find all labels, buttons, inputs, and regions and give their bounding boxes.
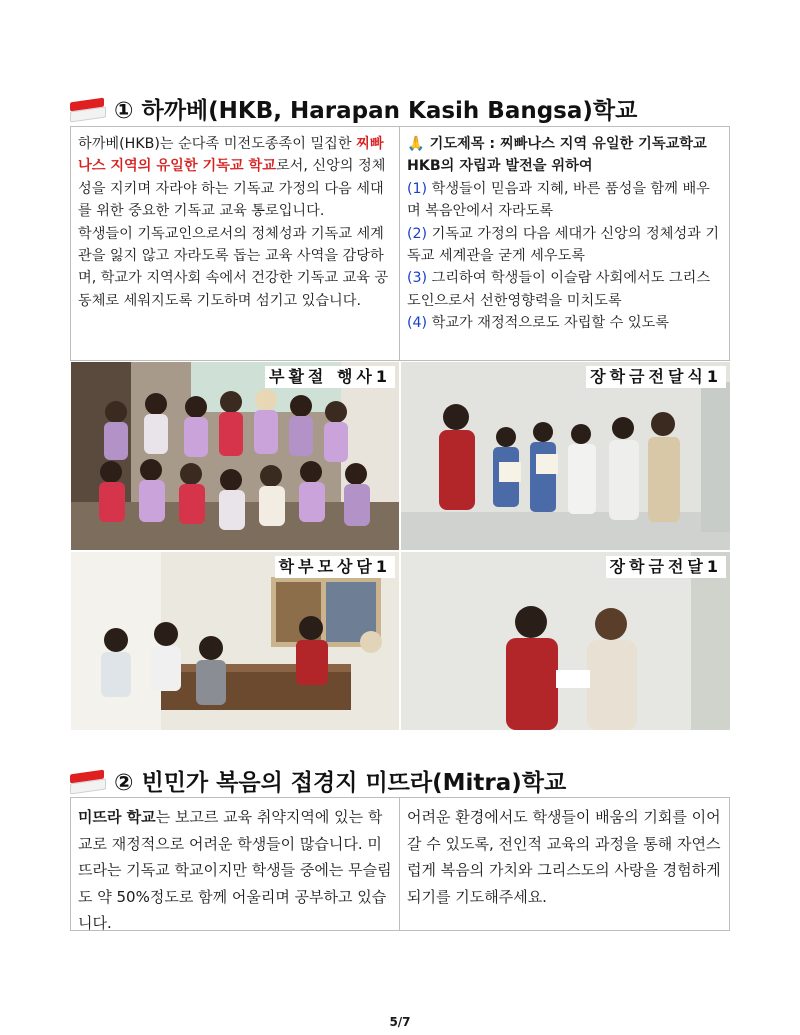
mitra-prayer: 어려운 환경에서도 학생들이 배움의 기회를 이어갈 수 있도록, 전인적 교육의 과정을 통해 자연스럽게 복음의 가치와 그리스도의 사랑을 경험하게 되기를 기도해주세요. [407, 808, 721, 906]
prayer-item: (2) 기독교 가정의 다음 세대가 신앙의 정체성과 기독교 세계관을 굳게 세우도록 [407, 225, 720, 265]
highlight-only-christian-school: 찌빠나스 지역의 유일한 기독교 학교 [78, 136, 384, 175]
section2-left-cell [71, 798, 399, 943]
section1-left-cell [71, 127, 399, 318]
page-number: 5/7 [389, 1015, 411, 1029]
photo-scholarship-ceremony [401, 362, 730, 550]
consultation-photo [71, 552, 399, 730]
section1-title: ① 하까베(HKB, Harapan Kasih Bangsa)학교 [114, 98, 638, 124]
prayer-item: (4) 학교가 재정적으로도 자립할 수 있도록 [407, 315, 669, 332]
section2-heading [70, 764, 566, 797]
section2-title: ② 빈민가 복음의 접경지 미뜨라(Mitra)학교 [114, 770, 567, 796]
section1-heading [70, 92, 637, 125]
section1-right-cell [400, 127, 730, 341]
prayer-item: (1) 학생들이 믿음과 지혜, 바른 품성을 함께 배우며 복음안에서 자라도록 [407, 180, 710, 220]
hkb-mission: 학생들이 기독교인으로서의 정체성과 기독교 세계관을 잃지 않고 자라도록 돕는 교육 사역을 감당하며, 학교가 지역사회 속에서 건강한 기독교 교육 공동체로 세워지도록 기도하며 섬기고 있습니다. [78, 225, 389, 309]
hkb-description: 하까베(HKB)는 순다족 미전도종족이 밀집한 찌빠나스 지역의 유일한 기독교 학교로서, 신앙의 정체성을 지키며 자라야 하는 기독교 가정의 다음 세대를 위한 중요한 기독교 교육 통로입니다. [78, 136, 386, 220]
prayer-heading: 🙏 기도제목 : 찌빠나스 지역 유일한 기독교학교 HKB의 자립과 발전을 위하여 [407, 136, 707, 175]
photo-parent-consultation [71, 552, 399, 730]
photo-scholarship-handover [401, 552, 730, 730]
scholarship-group-photo [401, 362, 730, 550]
section2-right-cell [400, 798, 730, 916]
photo-label-scholarship-ceremony: 장학금전달식1 [586, 366, 726, 388]
handover-photo [401, 552, 730, 730]
photo-easter-event [71, 362, 399, 550]
praying-hands-icon: 🙏 [407, 136, 425, 152]
prayer-item: (3) 그리하여 학생들이 이슬람 사회에서도 그리스도인으로서 선한영향력을 미치도록 [407, 270, 711, 309]
easter-group-photo [71, 362, 399, 550]
photo-label-easter: 부활절 행사1 [265, 366, 395, 388]
indonesia-flag-icon [70, 98, 104, 120]
photo-label-scholarship-handover: 장학금전달1 [606, 556, 726, 578]
mitra-description: 는 보고르 교육 취약지역에 있는 학교로 재정적으로 어려운 학생들이 많습니다. 미뜨라는 기독교 학교이지만 학생들 중에는 무슬림도 약 50%정도로 함께 어울리며 공부하고 있습니다. [78, 808, 392, 932]
photo-label-parent-consultation: 학부모상담1 [275, 556, 395, 578]
indonesia-flag-icon [70, 770, 104, 792]
mitra-school-name: 미뜨라 학교 [78, 808, 156, 826]
